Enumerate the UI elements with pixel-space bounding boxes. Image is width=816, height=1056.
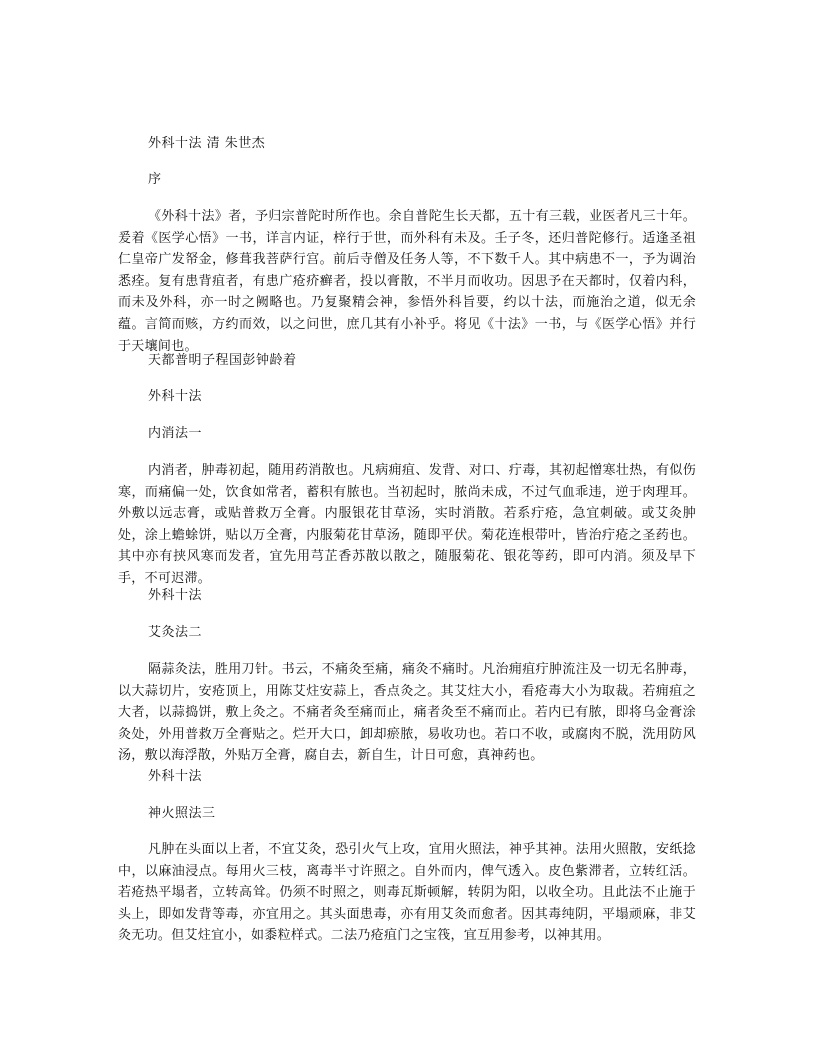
section-method-heading: 神火照法三 bbox=[148, 806, 216, 821]
section-book-heading: 外科十法 bbox=[148, 389, 203, 404]
section-book-heading: 外科十法 bbox=[148, 769, 203, 784]
section-method-heading: 内消法一 bbox=[148, 426, 203, 441]
section-book-heading: 外科十法 bbox=[148, 588, 203, 603]
section-paragraph: 内消者，肿毒初起，随用药消散也。凡病痈疽、发背、对口、疔毒，其初起憎寒壮热，有似伤寒，而痛偏一处，饮食如常者，蓄积有脓也。当初起时，脓尚未成，不过气血乖违，逆于肉理耳。外敷以远志膏，或贴普救万全膏。内服银花甘草汤，实时消散。若系疔疮，急宜刺破。或艾灸肿处，涂上蟾蜍饼，贴以万全膏，内服菊花甘草汤，随即平伏。菊花连根带叶，皆治疔疮之圣药也。其中亦有挟风寒而发者，宜先用芎芷香苏散以散之，随服菊花、银花等药，即可内消。须及早下手，不可迟滞。 bbox=[118, 463, 696, 586]
section-method-heading: 艾灸法二 bbox=[148, 625, 203, 640]
section-paragraph: 凡肿在头面以上者，不宜艾灸，恐引火气上攻，宜用火照法，神乎其神。法用火照散，安纸捻中，以麻油浸点。每用火三枝，离毒半寸许照之。自外而内，俾气透入。皮色紫滞者，立转红活。若疮热平塌者，立转高耸。仍须不时照之，则毒瓦斯顿解，转阴为阳，以收全功。且此法不止施于头上，即如发背等毒，亦宜用之。其头面患毒，亦有用艾灸而愈者。因其毒纯阴，平塌顽麻，非艾灸无功。但艾炷宜小，如黍粒样式。二法乃疮疽门之宝筏，宜互用参考，以神其用。 bbox=[118, 842, 696, 944]
section-paragraph: 隔蒜灸法，胜用刀针。书云，不痛灸至痛，痛灸不痛时。凡治痈疽疔肿流注及一切无名肿毒，以大蒜切片，安疮顶上，用陈艾炷安蒜上，香点灸之。其艾炷大小，看疮毒大小为取裁。若痈疽之大者，以蒜捣饼，敷上灸之。不痛者灸至痛而止，痛者灸至不痛而止。若内已有脓，即将乌金膏涂灸处，外用普救万全膏贴之。烂开大口，卸却瘀脓，易收功也。若口不收，或腐肉不脱，洗用防风汤，敷以海浮散，外贴万全膏，腐自去，新自生，计日可愈，真神药也。 bbox=[118, 662, 696, 764]
author-line: 天都普明子程国彭钟龄着 bbox=[148, 353, 297, 368]
preface-heading: 序 bbox=[148, 172, 162, 187]
document-title: 外科十法 清 朱世杰 bbox=[148, 136, 266, 151]
preface-paragraph: 《外科十法》者，予归宗普陀时所作也。余自普陀生长天都，五十有三载，业医者凡三十年。爰着《医学心悟》一书，详言内证，梓行于世，而外科有未及。壬子冬，还归普陀修行。适逢圣祖仁皇帝广发帑金，修葺我菩萨行宫。前后寺僧及任务人等，不下数千人。其中病患不一，予为调治悉痊。复有患背疽者，有患广疮疥癣者，投以膏散，不半月而收功。因思予在天都时，仅着内科，而未及外科，亦一时之阙略也。乃复聚精会神，参悟外科旨要，约以十法，而施治之道，似无余蕴。言简而赅，方约而效，以之问世，庶几其有小补乎。将见《十法》一书，与《医学心悟》并行于天壤间也。 bbox=[118, 209, 696, 354]
